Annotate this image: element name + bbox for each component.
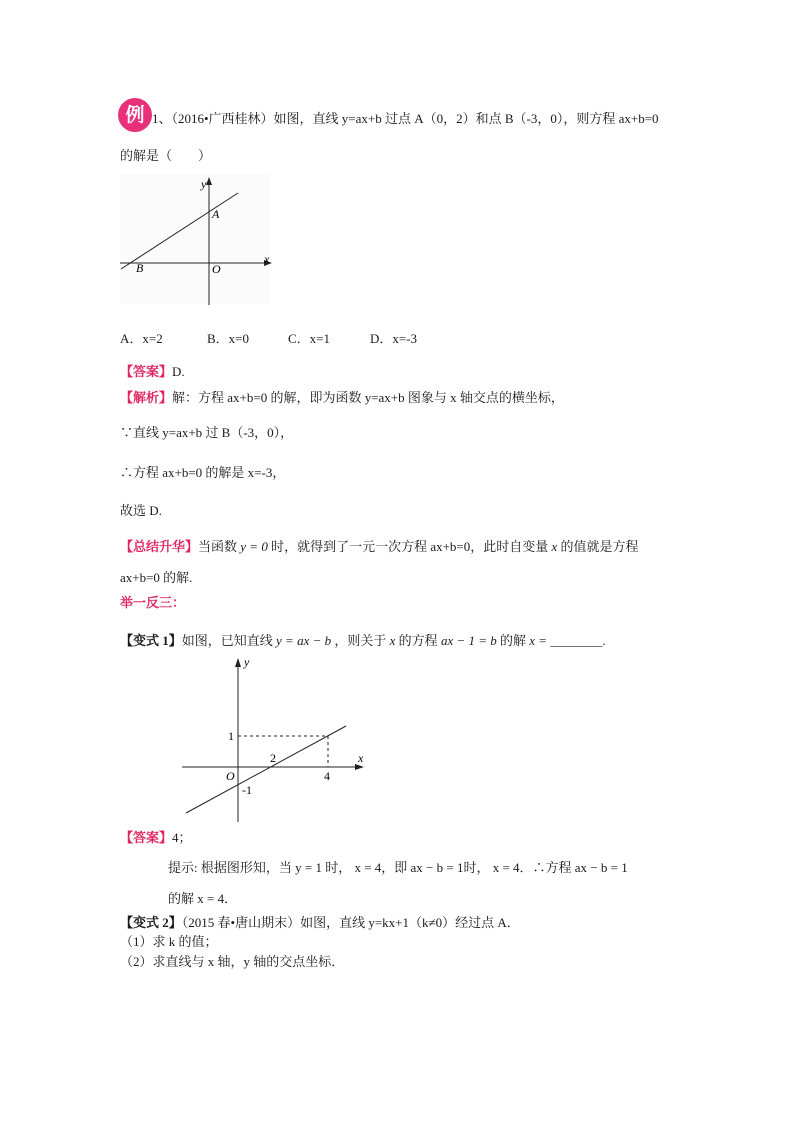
fig1-point-a: A [212, 207, 220, 221]
variant1-question [120, 630, 606, 649]
analysis-row [120, 387, 564, 406]
question-line-1: 1、（2016•广西桂林）如图，直线 y=ax+b 过点 A（0，2）和点 B（-3，0），则方程 ax+b=0 [152, 111, 659, 126]
analysis-step-3: 故选 D. [120, 503, 162, 518]
fig1-origin: O [212, 262, 221, 276]
summary-row [120, 536, 639, 555]
variant1-answer-row [120, 827, 192, 846]
variant1-hint-line-1: 提示: 根据图形知，当 y = 1 时， x = 4，即 ax − b = 1时， x = 4．∴方程 ax − b = 1 [168, 860, 628, 875]
analysis-step-1: ∵直线 y=ax+b 过 B（-3，0）， [120, 425, 294, 440]
option-d: D．x=-3 [370, 331, 418, 346]
variant1-text-c: 的方程 [398, 633, 438, 648]
practice-heading: 举一反三： [120, 596, 186, 611]
variant2-tag: 【变式 2】 [120, 915, 182, 930]
variant1-text-d: 的解 [500, 633, 527, 648]
analysis-tag: 【解析】 [120, 391, 173, 406]
variant1-tag: 【变式 1】 [120, 633, 182, 648]
option-c: C．x=1 [288, 331, 331, 346]
summary-tag: 【总结升华】 [120, 540, 199, 555]
variant1-hint-line-2: 的解 x = 4． [168, 891, 238, 906]
fig2-tick-4: 4 [324, 769, 330, 783]
summary-formula: y = 0 [240, 539, 268, 554]
variant2-q2: （2）求直线与 x 轴，y 轴的交点坐标． [120, 954, 345, 969]
variant1-blank: ________. [550, 633, 606, 648]
variant1-answer: 4； [172, 830, 192, 845]
variant1-text-a: 如图，已知直线 [181, 633, 273, 648]
summary-text-e: 的值就是方程 [560, 539, 639, 554]
fig2-origin: O [226, 769, 235, 783]
answer-value: D. [172, 364, 185, 379]
option-b: B．x=0 [207, 331, 250, 346]
analysis-text: 解：方程 ax+b=0 的解，即为函数 y=ax+b 图象与 x 轴交点的横坐标， [172, 390, 564, 405]
fig1-y-label: y [201, 177, 207, 191]
answer-tag: 【答案】 [120, 365, 173, 380]
fig2-x-label: x [358, 751, 364, 765]
variant1-text-b: ，则关于 [334, 633, 387, 648]
example-badge: 例 [118, 98, 152, 132]
summary-line-2: ax+b=0 的解. [120, 570, 193, 585]
fig1-point-b: B [136, 261, 144, 275]
variant1-formula-1: y = ax − b [276, 633, 332, 648]
figure-1 [118, 172, 278, 307]
variant1-formula-2: ax − 1 = b [440, 633, 497, 648]
summary-text-c: 时，就得到了一元一次方程 ax+b=0，此时自变量 [271, 539, 549, 554]
option-a: A．x=2 [120, 331, 163, 346]
fig2-tick-1: 1 [228, 729, 234, 743]
variant2-q1: （1）求 k 的值； [120, 934, 218, 949]
fig2-y-label: y [244, 655, 250, 669]
variant2-question [120, 912, 520, 931]
question-line-2: 的解是（ ） [120, 148, 212, 163]
variant1-answer-tag: 【答案】 [120, 831, 173, 846]
variant1-var-x: x [389, 633, 396, 648]
summary-text-a: 当函数 [198, 539, 238, 554]
summary-var-x: x [551, 539, 558, 554]
fig2-tick-neg1: -1 [242, 783, 252, 797]
variant2-text: （2015 春•唐山期末）如图，直线 y=kx+1（k≠0）经过点 A． [181, 915, 520, 930]
fig2-tick-2: 2 [270, 751, 276, 765]
answer-row [120, 361, 185, 380]
fig1-x-label: x [264, 252, 270, 266]
analysis-step-2: ∴方程 ax+b=0 的解是 x=-3， [120, 465, 286, 480]
variant1-formula-3: x = [529, 633, 548, 648]
figure-2 [178, 650, 378, 825]
